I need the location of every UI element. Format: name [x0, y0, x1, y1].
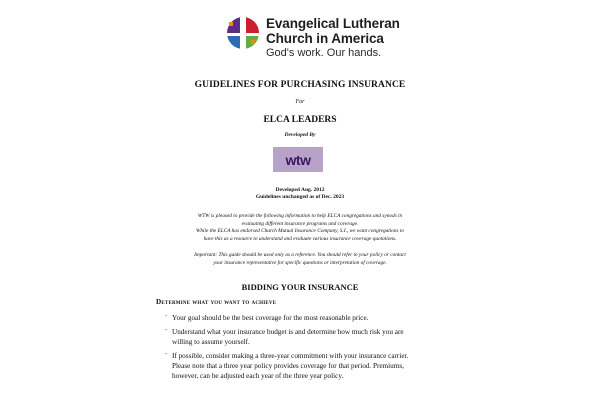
intro-line: your insurance representative for specific questions or interpretation of coverage.	[213, 259, 387, 266]
bullet-icon: ¨	[165, 352, 168, 360]
bullet-line: willing to assume yourself.	[172, 338, 250, 346]
bullet-line: Please note that a three year policy provides coverage for that period. Premiums,	[172, 362, 404, 370]
wtw-logo: wtw	[273, 147, 323, 172]
bullet-list	[165, 313, 465, 385]
elca-cross-icon	[226, 16, 260, 50]
intro-line: While the ELCA has endorsed Church Mutual Insurance Company, S.I., we want congregations to	[196, 228, 404, 235]
bullet-line: Your goal should be the best coverage for the most reasonable price.	[172, 314, 369, 322]
developed-date: Developed Aug. 2012	[275, 187, 325, 193]
logo-line-2: Church in America	[266, 31, 384, 46]
list-item	[165, 351, 465, 381]
document-title: GUIDELINES FOR PURCHASING INSURANCE	[194, 80, 406, 90]
bullet-line: If possible, consider making a three-year commitment with your insurance carrier.	[172, 352, 409, 360]
logo-line-1: Evangelical Lutheran	[266, 16, 400, 31]
list-item	[165, 327, 465, 347]
intro-line: have this as a resource to understand and evaluate various insurance coverage quotations.	[203, 235, 397, 242]
intro-paragraph-2	[0, 252, 600, 267]
intro-paragraph-1	[0, 213, 600, 243]
intro-line: evaluating different insurance programs and coverage.	[241, 220, 359, 227]
elca-logo	[226, 16, 400, 59]
bullet-icon: ¨	[165, 328, 168, 336]
bullet-line: however, can be adjusted each year of the three year policy.	[172, 372, 344, 380]
section-heading: BIDDING YOUR INSURANCE	[241, 282, 359, 292]
developed-by-label: Developed By	[284, 132, 316, 138]
intro-line: Important: This guide should be used only as a reference. You should refer to your policy or contact	[194, 252, 406, 258]
list-item	[165, 313, 465, 323]
unchanged-date: Guidelines unchanged as of Dec. 2023	[255, 194, 345, 200]
intro-line: WTW is pleased to provide the following information to help ELCA congregations and synods in	[197, 213, 403, 219]
audience-heading: ELCA LEADERS	[263, 115, 337, 125]
section-subheading: Determine what you want to achieve	[156, 298, 277, 306]
bullet-icon: ¨	[165, 314, 168, 322]
bullet-line: Understand what your insurance budget is and determine how much risk you are	[172, 328, 404, 336]
for-label: For	[295, 99, 305, 105]
logo-tagline: God's work. Our hands.	[266, 47, 382, 59]
